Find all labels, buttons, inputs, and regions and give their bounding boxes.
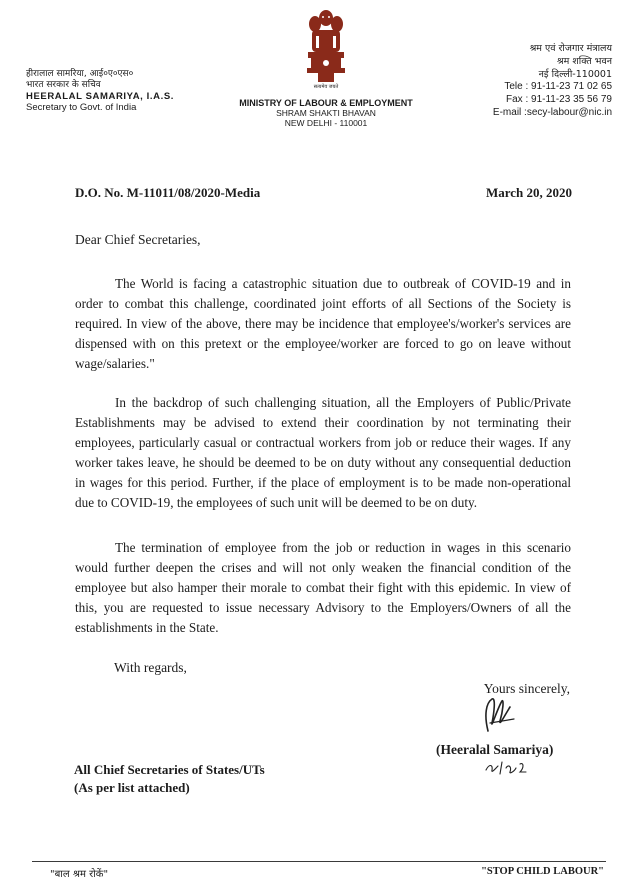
letterhead-right	[412, 43, 612, 120]
signatory-name: (Heeralal Samariya)	[436, 742, 554, 757]
city-hindi: नई दिल्ली-110001	[538, 68, 612, 80]
paragraph-3: The termination of employee from the job or reduction in wages in this scenario would further deepen the crises and will not only weaken the financial condition of the employee but also hamper their morale to combat their fight with this epidemic. In view of this, you are requested to issue necessary Advisory to the Employers/Owners of all the establishments in the State.	[75, 540, 571, 635]
paragraph-1: The World is facing a catastrophic situation due to outbreak of COVID-19 and in order to combat this challenge, coordinated joint efforts of all Sections of the Society is required. In view of the above, there may be incidence that employee's/worker's services are dispensed with on this pretext or the employee/worker are forced to go on leave without wage/salaries."	[75, 276, 571, 371]
fax: Fax : 91-11-23 35 56 79	[506, 94, 612, 106]
recipient-line-1: All Chief Secretaries of States/UTs	[74, 762, 265, 777]
building-name-hindi: श्रम शक्ति भवन	[556, 55, 612, 67]
ministry-name-hindi: श्रम एवं रोजगार मंत्रालय	[529, 43, 612, 54]
telephone: Tele : 91-11-23 71 02 65	[504, 81, 612, 93]
salutation: Dear Chief Secretaries,	[75, 232, 201, 247]
city: NEW DELHI - 110001	[284, 118, 368, 128]
closing: With regards,	[114, 660, 187, 675]
letterhead-center	[216, 98, 436, 128]
sender-name-hindi: हीरालाल सामरिया, आई०ए०एस०	[26, 69, 134, 79]
paragraph-2: In the backdrop of such challenging situation, all the Employers of Public/Private Establishments may be advised to extend their coordination by not terminating their employees, particularly casual or contractual workers from job or reduce their wages. If any worker takes leave, he should be deemed to be on duty without any consequential deduction in wages for this period. Further, if the place of employment is to be made non-operational due to COVID-19, the employees of such unit will be deemed to be on duty.	[75, 395, 571, 510]
footer-divider	[32, 861, 606, 862]
letterhead-left	[26, 69, 246, 113]
letter-date: March 20, 2020	[485, 185, 572, 200]
national-emblem-icon	[302, 8, 350, 94]
emblem-caption: सत्यमेव जयते	[313, 84, 339, 90]
letter-reference: D.O. No. M-11011/08/2020-Media	[75, 185, 261, 200]
building-name: SHRAM SHAKTI BHAVAN	[276, 108, 376, 118]
sender-designation: Secretary to Govt. of India	[26, 102, 137, 113]
email: E-mail :secy-labour@nic.in	[492, 106, 612, 118]
ministry-name: MINISTRY OF LABOUR & EMPLOYMENT	[239, 98, 413, 108]
recipient-line-2: (As per list attached)	[74, 780, 190, 795]
handwritten-date-icon	[484, 758, 544, 778]
footer-slogan-hindi: "बाल श्रम रोकें"	[50, 869, 109, 880]
sender-designation-hindi: भारत सरकार के सचिव	[26, 80, 101, 90]
signature-icon	[470, 693, 540, 743]
sender-name: HEERALAL SAMARIYA, I.A.S.	[26, 91, 175, 102]
footer-slogan: "STOP CHILD LABOUR"	[481, 866, 604, 877]
sign-off: Yours sincerely,	[483, 681, 570, 696]
